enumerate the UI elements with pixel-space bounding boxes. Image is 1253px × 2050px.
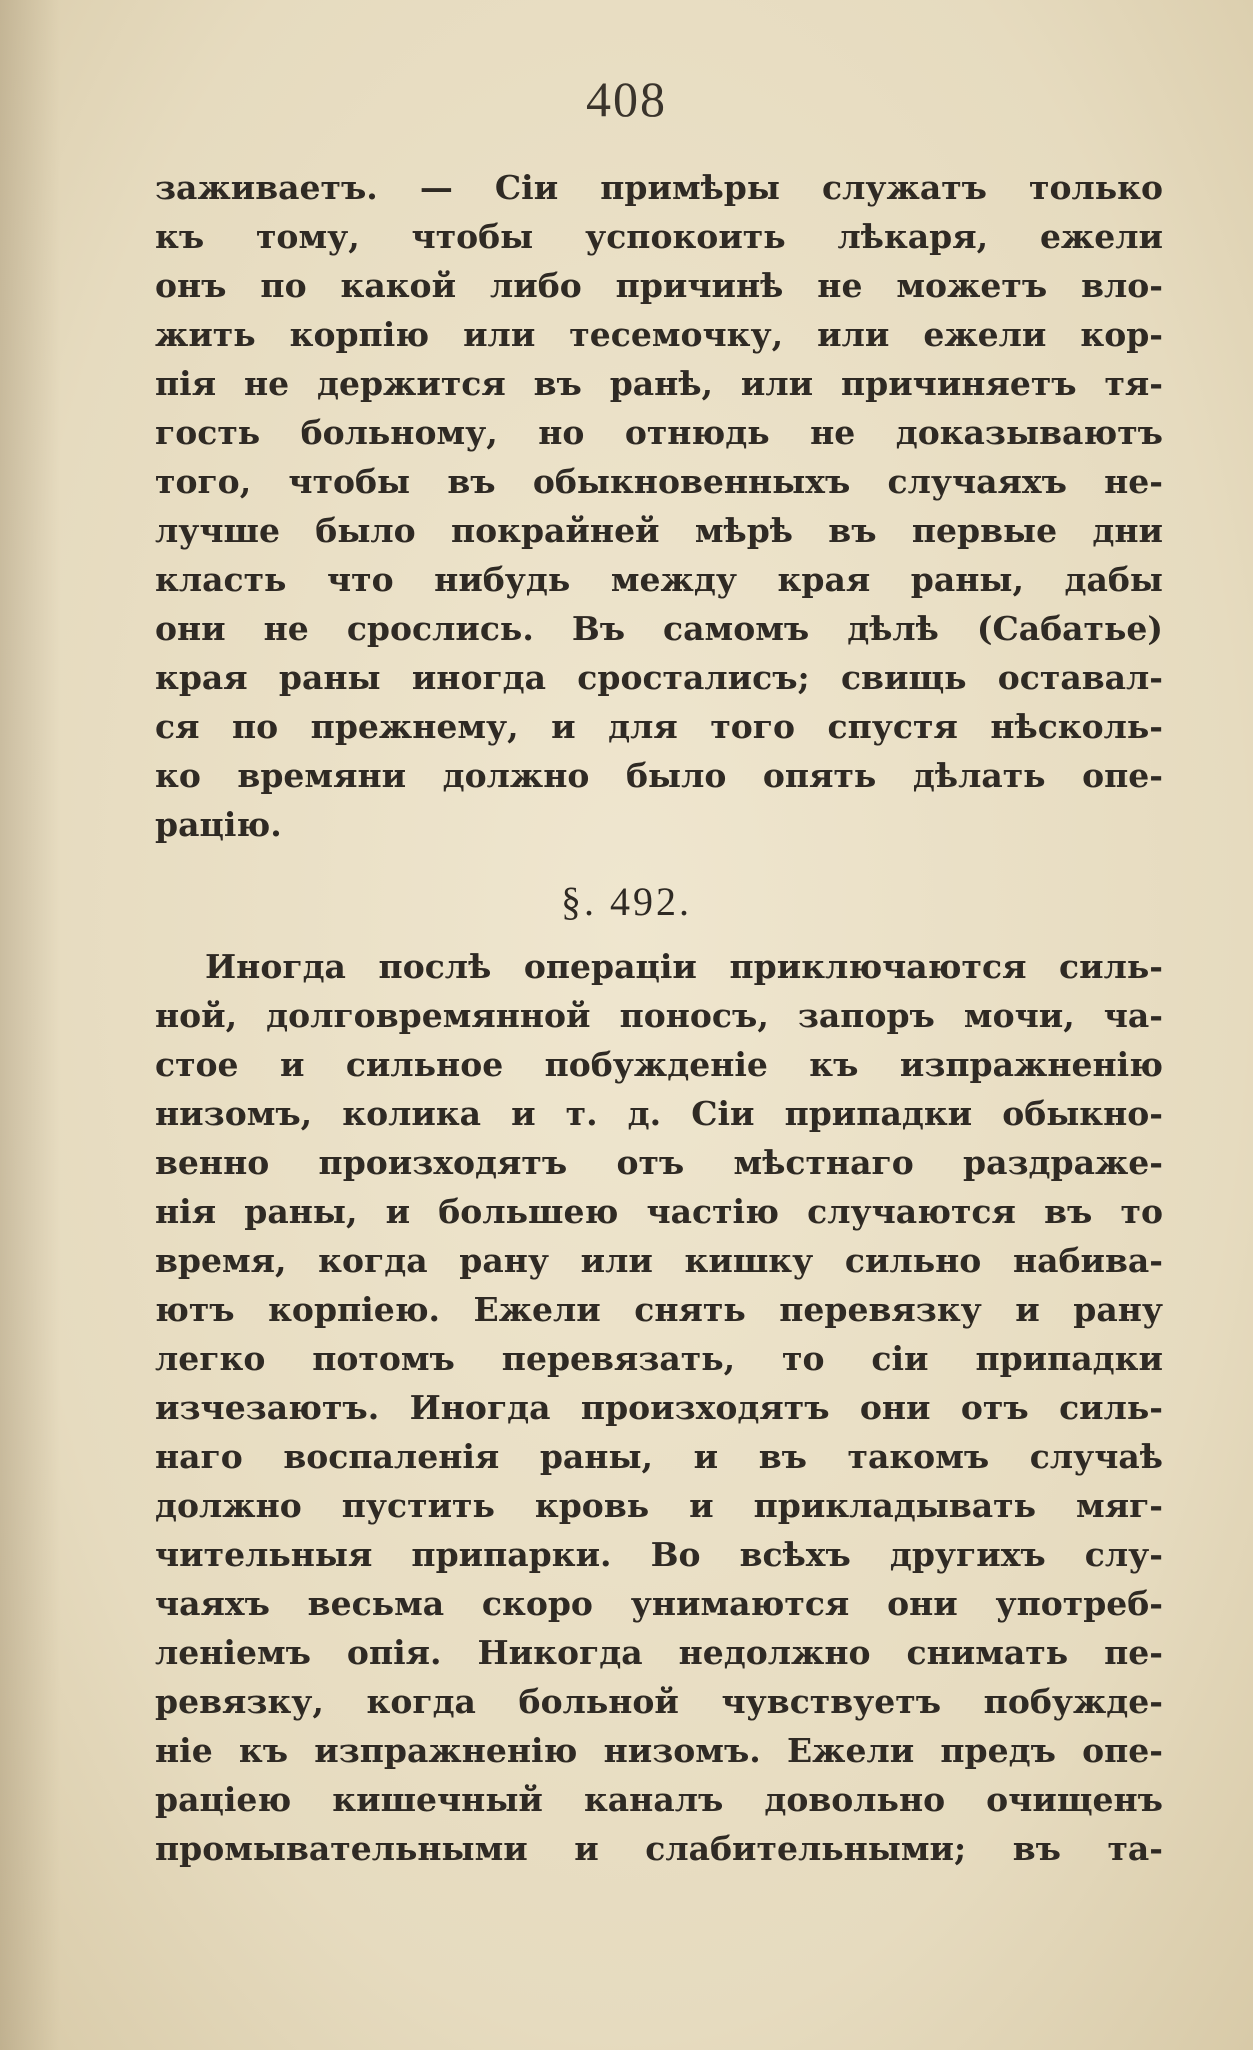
text-line: ютъ корпіею. Ежели снять перевязку и рану bbox=[155, 1290, 1163, 1329]
text-line: нія раны, и большею частію случаются въ то bbox=[155, 1192, 1163, 1231]
text-line: класть что нибудь между края раны, дабы bbox=[155, 560, 1163, 599]
text-line: пія не держится въ ранѣ, или причиняетъ тя- bbox=[155, 364, 1163, 403]
text-line: время, когда рану или кишку сильно набива- bbox=[155, 1241, 1163, 1280]
text-line: ревязку, когда больной чувствуетъ побужде- bbox=[155, 1682, 1163, 1721]
text-line: изчезаютъ. Иногда произходятъ они отъ силь- bbox=[155, 1388, 1163, 1427]
text-line: раціею кишечный каналъ довольно очищенъ bbox=[155, 1780, 1163, 1819]
section-heading: §. 492. bbox=[561, 879, 692, 924]
text-line: того, чтобы въ обыкновенныхъ случаяхъ не- bbox=[155, 462, 1163, 501]
text-line: леніемъ опія. Никогда недолжно снимать пе- bbox=[155, 1633, 1163, 1672]
page-gutter-shadow bbox=[0, 0, 60, 2050]
page-number: 408 bbox=[586, 71, 667, 127]
text-line: рацію. bbox=[155, 805, 282, 844]
text-line: ко времяни должно было опять дѣлать опе- bbox=[155, 756, 1163, 795]
text-line: ніе къ изпражненію низомъ. Ежели предъ опе- bbox=[155, 1731, 1163, 1770]
text-line: низомъ, колика и т. д. Сіи припадки обыкно- bbox=[155, 1094, 1163, 1133]
text-line: венно произходятъ отъ мѣстнаго раздраже- bbox=[155, 1143, 1163, 1182]
text-line: края раны иногда сросталисъ; свищь оставал- bbox=[155, 658, 1163, 697]
text-line: легко потомъ перевязать, то сіи припадки bbox=[155, 1339, 1163, 1378]
text-line: жить корпію или тесемочку, или ежели кор- bbox=[155, 315, 1163, 354]
paragraph-1 bbox=[155, 163, 1163, 849]
text-line: промывательными и слабительными; въ та- bbox=[155, 1829, 1163, 1868]
text-line: стое и сильное побужденіе къ изпражненію bbox=[155, 1045, 1163, 1084]
paragraph-2 bbox=[155, 942, 1163, 1873]
text-line: заживаетъ. — Сіи примѣры служатъ только bbox=[155, 168, 1163, 207]
text-line: наго воспаленія раны, и въ такомъ случаѣ bbox=[155, 1437, 1163, 1476]
text-line: ся по прежнему, и для того спустя нѣсколь- bbox=[155, 707, 1163, 746]
text-line: къ тому, чтобы успокоить лѣкаря, ежели bbox=[155, 217, 1163, 256]
text-line: чительныя припарки. Во всѣхъ другихъ слу- bbox=[155, 1535, 1163, 1574]
text-line: ной, долговремянной поносъ, запоръ мочи, ча- bbox=[155, 996, 1163, 1035]
text-line: онъ по какой либо причинѣ не можетъ вло- bbox=[155, 266, 1163, 305]
text-line: они не срослись. Въ самомъ дѣлѣ (Сабатье) bbox=[155, 609, 1163, 648]
text-line: Иногда послѣ операціи приключаются силь- bbox=[205, 947, 1163, 986]
text-line: чаяхъ весьма скоро унимаются они употреб- bbox=[155, 1584, 1163, 1623]
text-line: гость больному, но отнюдь не доказываютъ bbox=[155, 413, 1163, 452]
text-line: должно пустить кровь и прикладывать мяг- bbox=[155, 1486, 1163, 1525]
text-line: лучше было покрайней мѣрѣ въ первые дни bbox=[155, 511, 1163, 550]
